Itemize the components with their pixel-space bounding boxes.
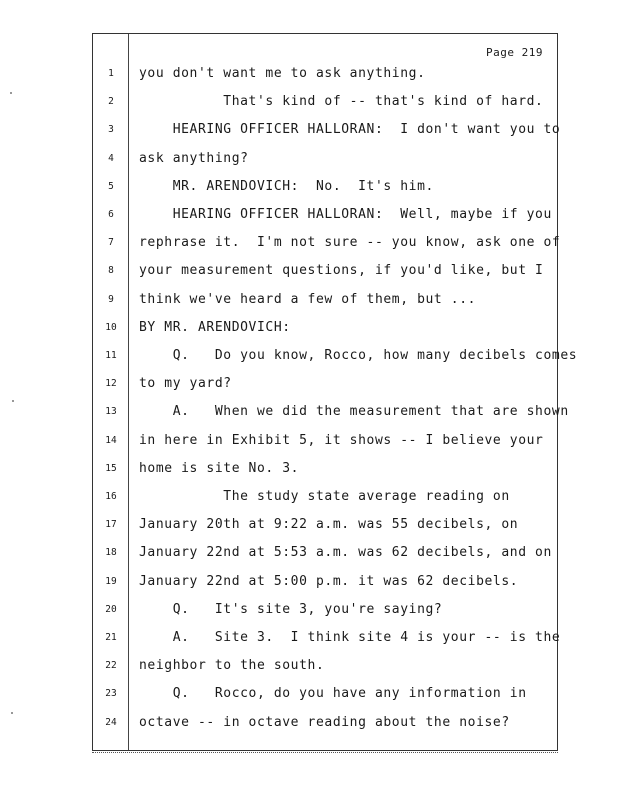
line-number: 20 — [105, 603, 117, 615]
line-number: 24 — [105, 716, 117, 728]
footer-rule — [92, 752, 558, 753]
transcript-line-text: A. When we did the measurement that are shown — [139, 404, 569, 420]
transcript-line-text: ask anything? — [139, 150, 249, 166]
transcript-line-text: That's kind of -- that's kind of hard. — [139, 94, 544, 110]
line-number: 11 — [105, 350, 117, 361]
line-number: 18 — [105, 547, 117, 559]
line-number: 7 — [108, 237, 114, 249]
line-number: 22 — [105, 660, 117, 672]
scan-speck — [11, 712, 13, 714]
transcript-line-text: home is site No. 3. — [139, 460, 300, 476]
transcript-line-text: octave -- in octave reading about the noise? — [139, 714, 510, 730]
transcript-line-text: HEARING OFFICER HALLORAN: I don't want you to — [139, 122, 561, 138]
line-number: 21 — [105, 632, 117, 643]
transcript-line-text: A. Site 3. I think site 4 is your -- is the — [139, 630, 561, 645]
transcript-line-text: Q. It's site 3, you're saying? — [139, 601, 443, 617]
transcript-line-text: MR. ARENDOVICH: No. It's him. — [139, 178, 434, 194]
line-number-margin-rule — [128, 34, 129, 750]
line-number: 19 — [105, 575, 117, 587]
line-number: 17 — [105, 519, 117, 531]
transcript-line-text: think we've heard a few of them, but ... — [139, 291, 477, 307]
line-number: 3 — [108, 124, 114, 136]
scan-speck — [12, 400, 14, 402]
transcript-line-text: HEARING OFFICER HALLORAN: Well, maybe if you — [139, 207, 552, 222]
line-number: 23 — [105, 688, 117, 700]
line-number: 13 — [105, 406, 117, 418]
transcript-line-text: January 20th at 9:22 a.m. was 55 decibels, on — [139, 517, 519, 533]
line-number: 1 — [108, 68, 114, 79]
transcript-line-text: you don't want me to ask anything. — [139, 66, 426, 81]
transcript-line-text: to my yard? — [139, 376, 232, 392]
line-number: 16 — [105, 491, 117, 502]
line-number: 2 — [108, 96, 114, 108]
line-number: 10 — [105, 321, 117, 333]
line-number: 8 — [108, 265, 114, 277]
transcript-line-text: January 22nd at 5:53 a.m. was 62 decibels, and on — [139, 545, 552, 561]
transcript-line-text: your measurement questions, if you'd like, but I — [139, 263, 544, 279]
line-number: 9 — [108, 293, 114, 305]
line-number: 6 — [108, 209, 114, 220]
line-number: 4 — [108, 152, 114, 164]
page-number: Page 219 — [486, 46, 543, 59]
transcript-line-text: January 22nd at 5:00 p.m. it was 62 decibels. — [139, 573, 519, 589]
transcript-line-text: Q. Do you know, Rocco, how many decibels comes — [139, 348, 578, 363]
transcript-line-text: in here in Exhibit 5, it shows -- I believe your — [139, 432, 544, 448]
line-number: 14 — [105, 434, 117, 446]
line-number: 15 — [105, 462, 117, 474]
line-number: 12 — [105, 378, 117, 390]
transcript-line-text: neighbor to the south. — [139, 658, 325, 674]
scan-speck — [10, 92, 12, 94]
line-number: 5 — [108, 180, 114, 192]
transcript-line-text: Q. Rocco, do you have any information in — [139, 686, 527, 702]
transcript-line-text: BY MR. ARENDOVICH: — [139, 319, 291, 335]
transcript-line-text: rephrase it. I'm not sure -- you know, ask one of — [139, 235, 561, 251]
transcript-line-text: The study state average reading on — [139, 489, 510, 504]
